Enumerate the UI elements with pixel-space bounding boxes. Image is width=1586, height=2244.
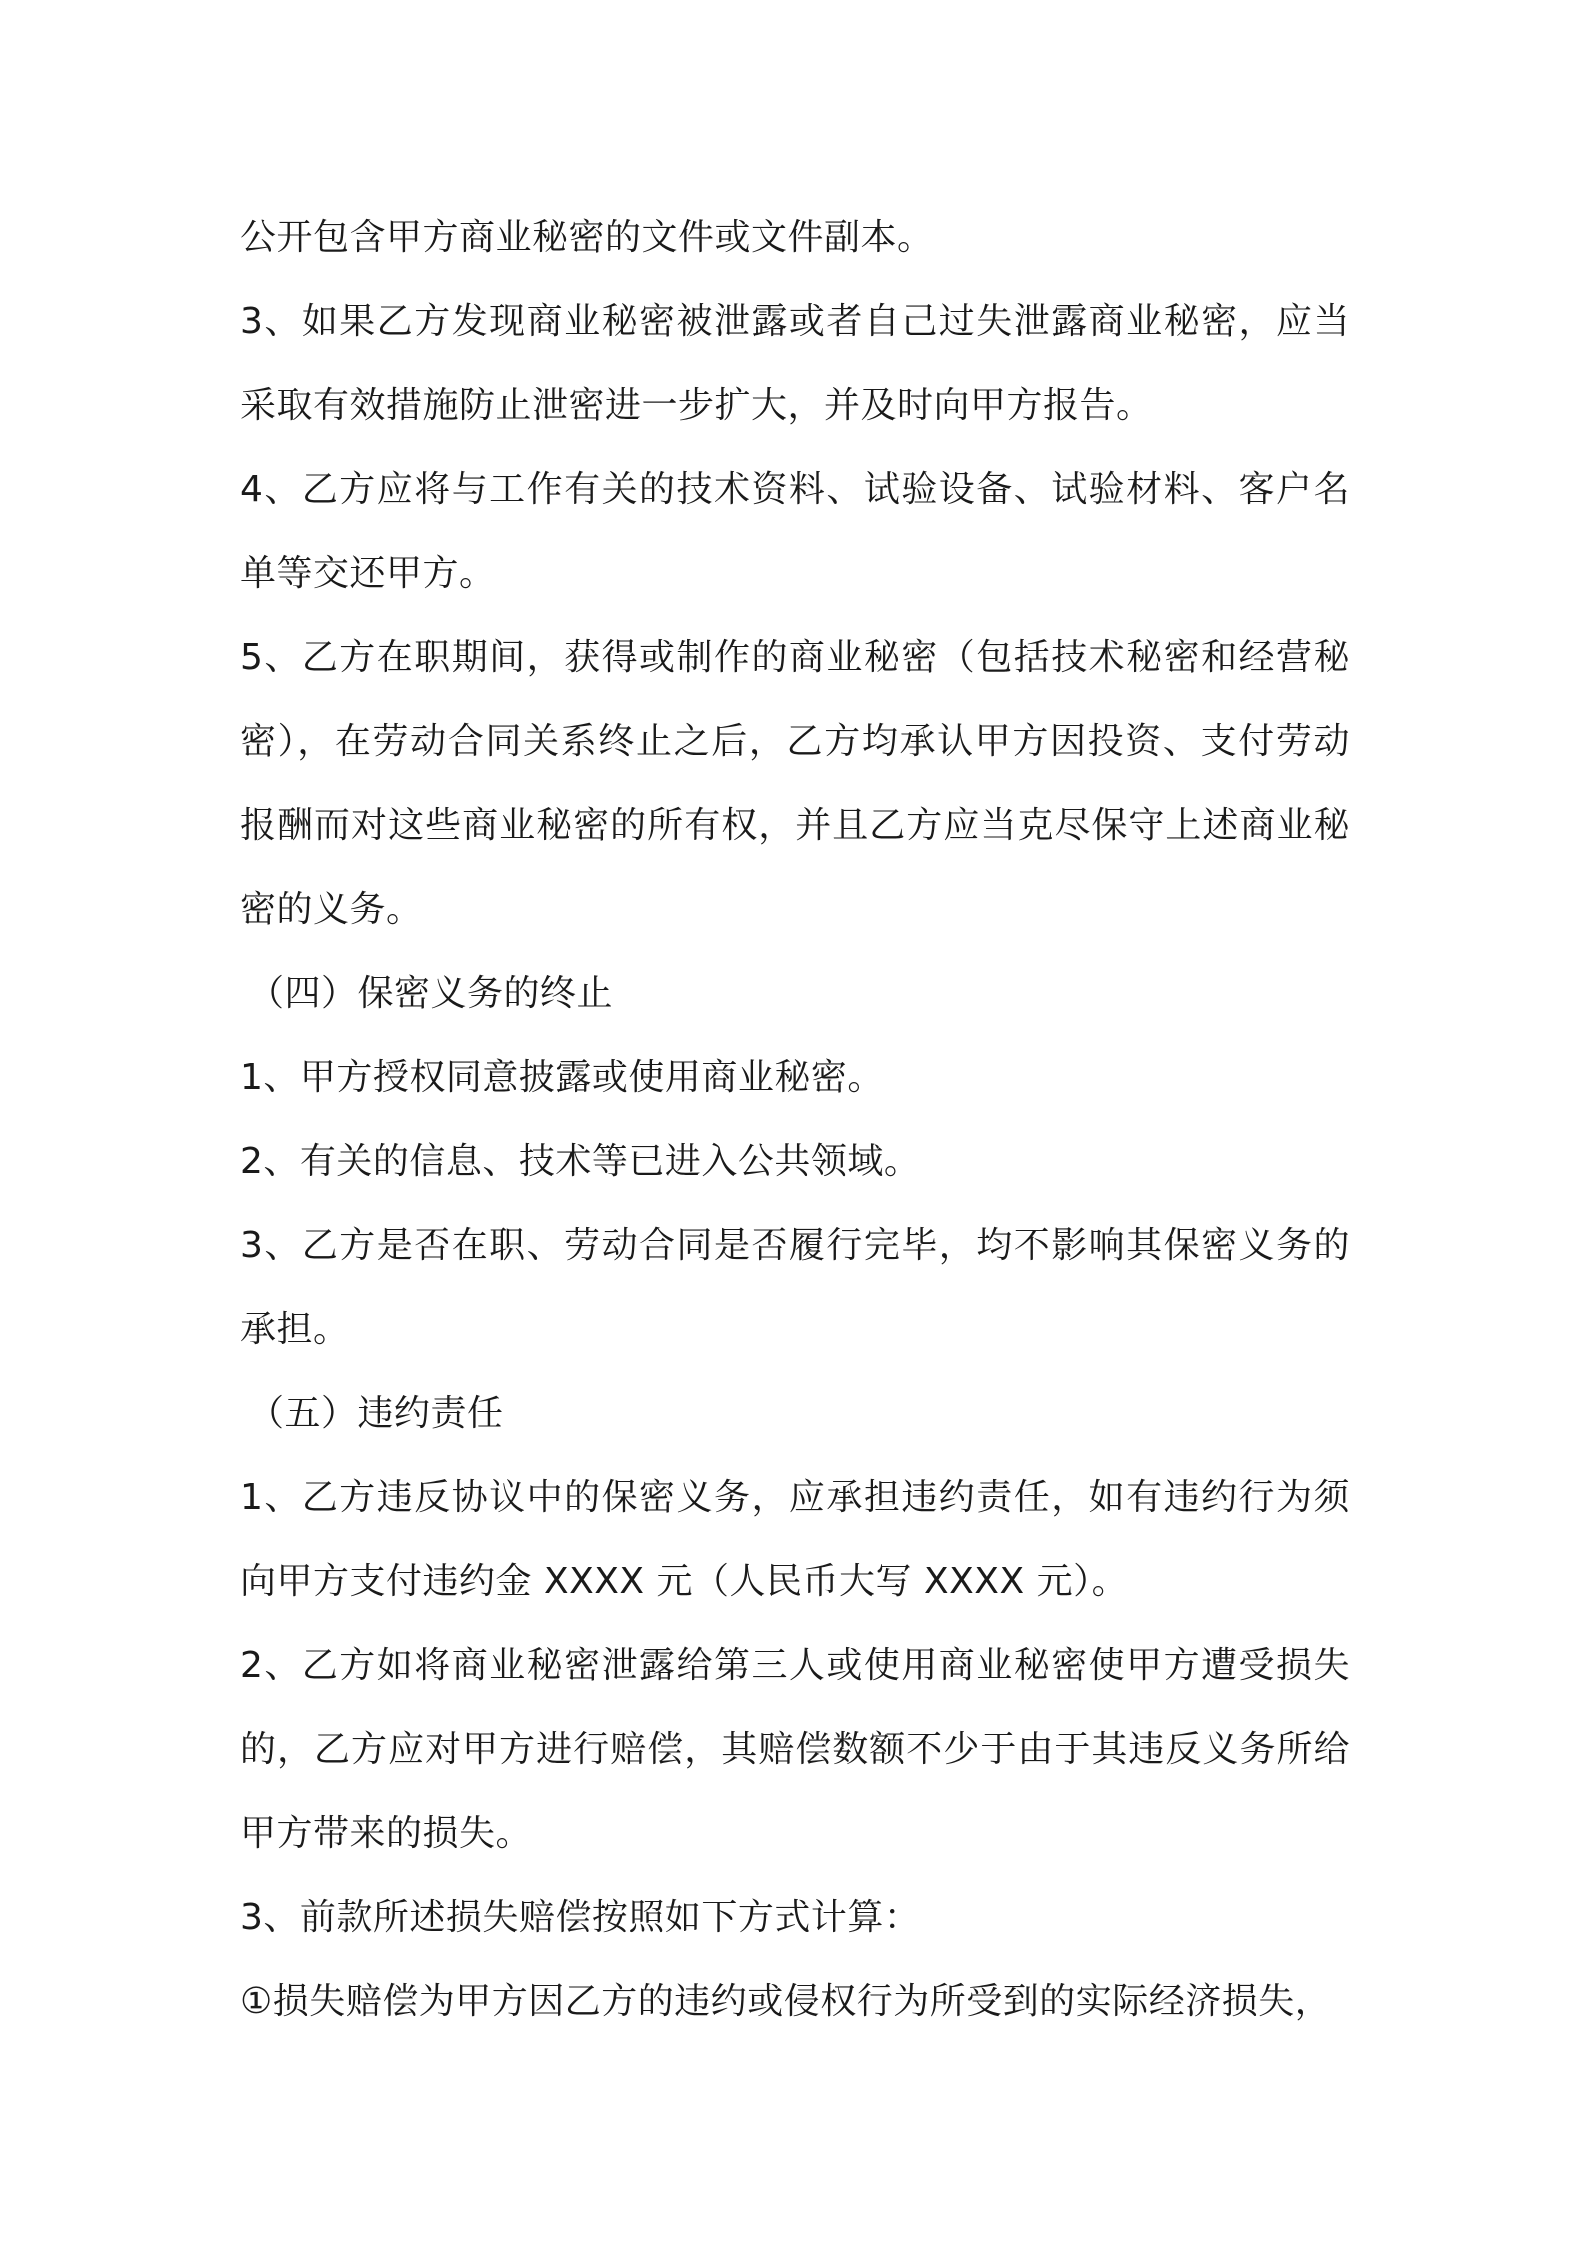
liability-subitem-1: ①损失赔偿为甲方因乙方的违约或侵权行为所受到的实际经济损失， — [240, 1981, 1332, 2022]
clause-5-ownership: 5、乙方在职期间，获得或制作的商业秘密（包括技术秘密和经营秘密），在劳动合同关系终止之后，乙方均承认甲方因投资、支付劳动报酬而对这些商业秘密的所有权，并且乙方应当克尽保守上述商业秘密的义务。 — [240, 637, 1350, 930]
paragraph-continuation: 公开包含甲方商业秘密的文件或文件副本。 — [240, 217, 934, 258]
section-heading-liability: （五）违约责任 — [248, 1393, 504, 1434]
liability-item-2: 2、乙方如将商业秘密泄露给第三人或使用商业秘密使甲方遭受损失的，乙方应对甲方进行赔偿，其赔偿数额不少于由于其违反义务所给甲方带来的损失。 — [240, 1645, 1350, 1854]
termination-item-2: 2、有关的信息、技术等已进入公共领域。 — [240, 1141, 921, 1182]
liability-item-1: 1、乙方违反协议中的保密义务，应承担违约责任，如有违约行为须向甲方支付违约金 XXXX 元（人民币大写 XXXX 元）。 — [240, 1477, 1350, 1602]
clause-3-leak-remedy: 3、如果乙方发现商业秘密被泄露或者自己过失泄露商业秘密，应当采取有效措施防止泄密进一步扩大，并及时向甲方报告。 — [240, 301, 1350, 426]
termination-item-1: 1、甲方授权同意披露或使用商业秘密。 — [240, 1057, 884, 1098]
clause-4-return-materials: 4、乙方应将与工作有关的技术资料、试验设备、试验材料、客户名单等交还甲方。 — [240, 469, 1350, 594]
liability-item-3: 3、前款所述损失赔偿按照如下方式计算： — [240, 1897, 921, 1938]
termination-item-3: 3、乙方是否在职、劳动合同是否履行完毕，均不影响其保密义务的承担。 — [240, 1225, 1350, 1350]
section-heading-termination: （四）保密义务的终止 — [248, 973, 614, 1014]
document-body — [240, 196, 1350, 2044]
